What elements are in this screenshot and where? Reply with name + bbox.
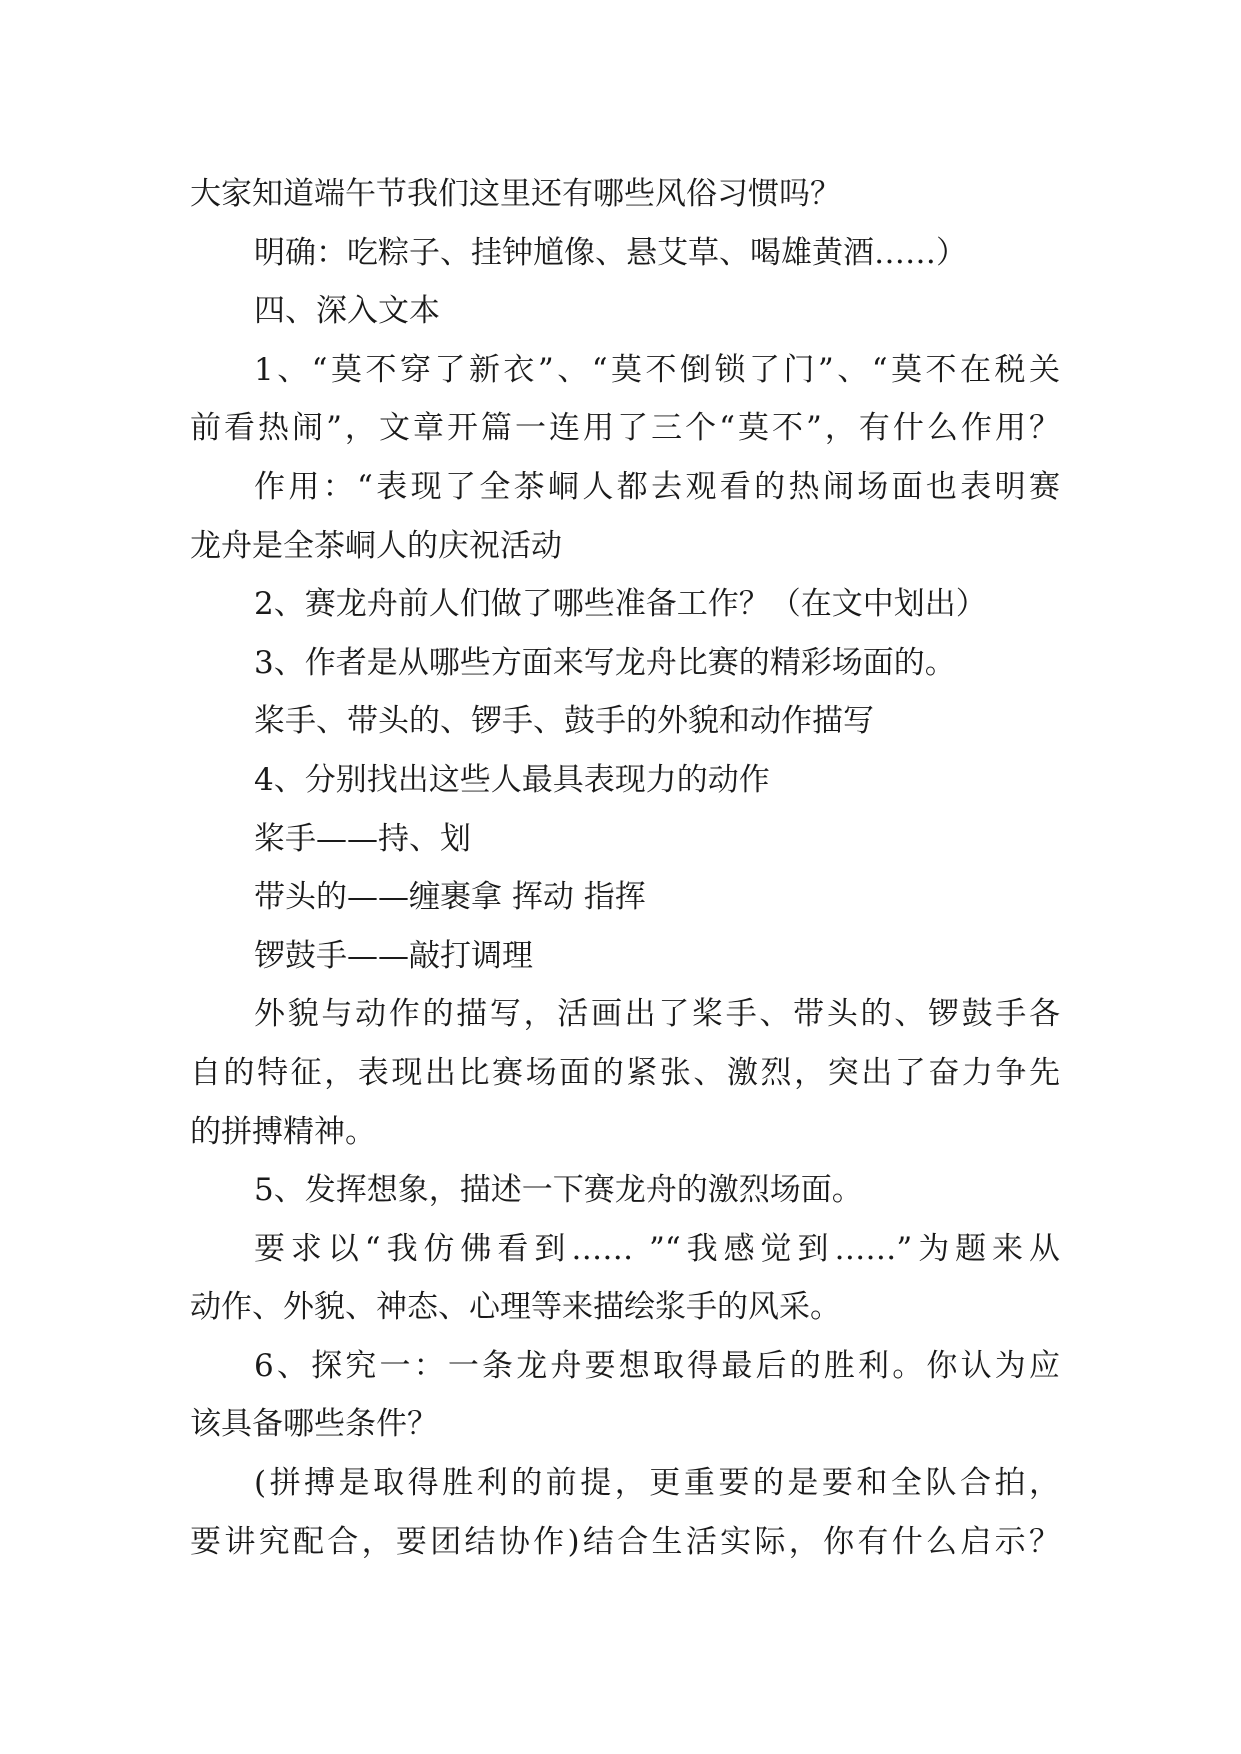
text-line: 桨手、带头的、锣手、鼓手的外貌和动作描写 <box>254 703 874 740</box>
text-line: 4、分别找出这些人最具表现力的动作 <box>254 761 770 798</box>
text-line: (拼搏是取得胜利的前提，更重要的是要和全队合拍， <box>254 1465 1060 1502</box>
text-line: 3、作者是从哪些方面来写龙舟比赛的精彩场面的。 <box>254 644 956 681</box>
section-heading: 四、深入文本 <box>254 293 440 330</box>
text-line: 大家知道端午节我们这里还有哪些风俗习惯吗？ <box>190 176 841 212</box>
text-line: 明确：吃粽子、挂钟馗像、悬艾草、喝雄黄酒……） <box>254 234 967 271</box>
document-body <box>190 165 1060 1571</box>
text-line: 动作、外貌、神态、心理等来描绘浆手的风采。 <box>190 1289 841 1326</box>
text-line: 该具备哪些条件？ <box>190 1406 438 1443</box>
text-line: 外貌与动作的描写，活画出了桨手、带头的、锣鼓手各 <box>254 996 1060 1033</box>
text-line: 6、探究一：一条龙舟要想取得最后的胜利。你认为应 <box>254 1347 1060 1384</box>
text-line: 龙舟是全茶峒人的庆祝活动 <box>190 527 562 564</box>
text-line: 前看热闹”，文章开篇一连用了三个“莫不”，有什么作用？ <box>190 410 1060 447</box>
text-line: 2、赛龙舟前人们做了哪些准备工作？（在文中划出） <box>254 586 987 623</box>
text-line: 桨手——持、划 <box>254 820 471 857</box>
text-line: 带头的——缠裹拿 挥动 指挥 <box>254 879 646 916</box>
text-line: 要求以“我仿佛看到…… ”“我感觉到……”为题来从 <box>254 1230 1060 1267</box>
text-line: 的拼搏精神。 <box>190 1113 376 1150</box>
text-line: 锣鼓手——敲打调理 <box>254 937 533 974</box>
text-line: 自的特征，表现出比赛场面的紧张、激烈，突出了奋力争先 <box>190 1054 1060 1091</box>
text-line: 作用：“表现了全茶峒人都去观看的热闹场面也表明赛 <box>254 468 1060 505</box>
text-line: 要讲究配合，要团结协作)结合生活实际，你有什么启示？ <box>190 1523 1060 1560</box>
text-line: 5、发挥想象，描述一下赛龙舟的激烈场面。 <box>254 1172 863 1209</box>
text-line: 1、“莫不穿了新衣”、“莫不倒锁了门”、“莫不在税关 <box>254 351 1060 388</box>
